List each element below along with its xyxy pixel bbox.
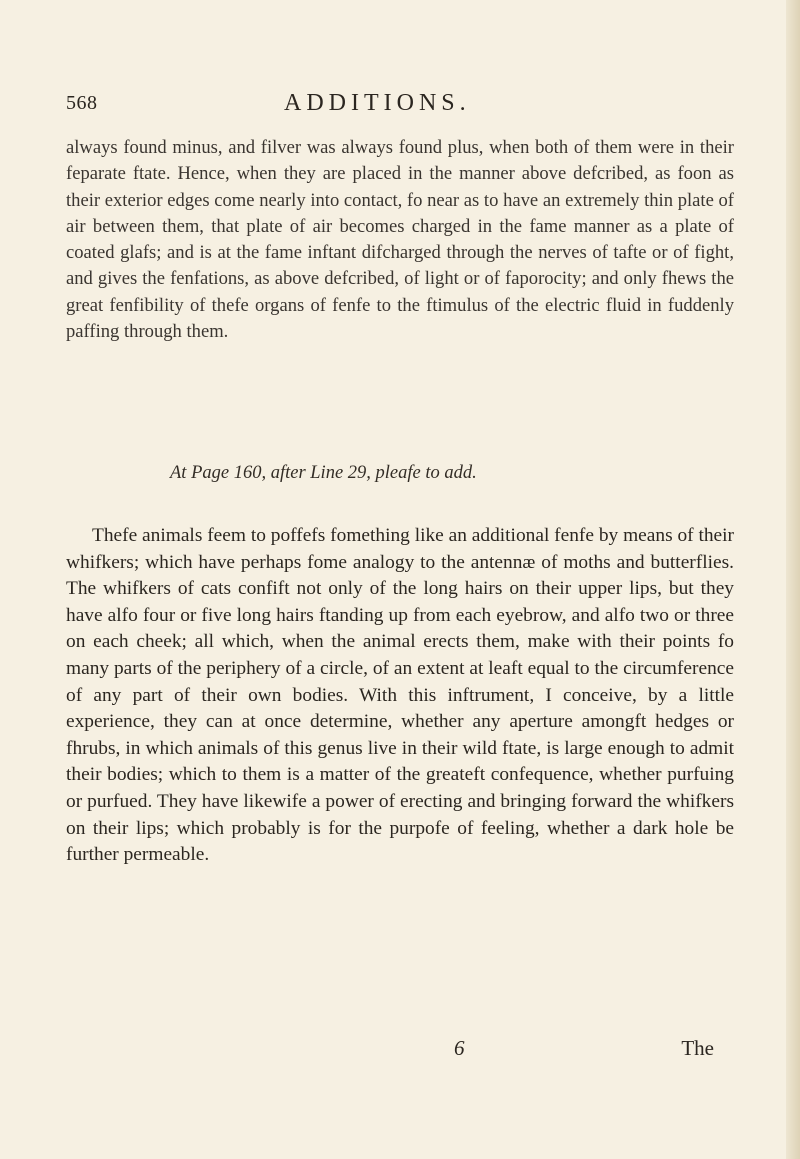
signature-mark: 6	[454, 1036, 465, 1060]
running-head: ADDITIONS.	[284, 90, 471, 116]
page-footer	[66, 1036, 734, 1066]
page-edge	[786, 0, 800, 1159]
addendum-heading: At Page 160, after Line 29, pleafe to add.	[170, 463, 477, 483]
paragraph-whiskers: Thefe animals feem to poffefs fomething like an additional fenfe by means of their whifkers; which have perhaps fome analogy to the antennæ of moths and butterflies. The whifkers of cats confift not only of the long hairs on their upper lips, but they have alfo four or five long hairs ftanding up from each eyebrow, and alfo two or three on each cheek; all which, when the animal erects them, make with their points fo many parts of the periphery of a circle, of an extent at leaft equal to the circumference of any part of their own bodies. With this inftrument, I conceive, by a little experience, they can at once determine, whether any aperture amongft hedges or fhrubs, in which animals of this genus live in their wild ftate, is large enough to admit their bodies; which to them is a matter of the greateft confequence, whether purfuing or purfued. They have likewife a power of erecting and bringing forward the whifkers on their lips; which probably is for the purpofe of feeling, whether a dark hole be further permeable.	[66, 525, 735, 866]
paragraph-continued: always found minus, and filver was always found plus, when both of them were in their feparate ftate. Hence, when they are placed in the manner above defcribed, as foon as their exterior edges come nearly into contact, fo near as to have an extremely thin plate of air between them, that plate of air becomes charged in the fame manner as a plate of coated glafs; and is at the fame inftant difcharged through the nerves of tafte or of fight, and gives the fenfations, as above defcribed, of light or of faporocity; and only fhews the great fenfibility of thefe organs of fenfe to the ftimulus of the electric fluid in fuddenly paffing through them.	[66, 137, 734, 343]
catchword: The	[681, 1036, 714, 1060]
page-number: 568	[66, 92, 98, 114]
page-header	[66, 92, 734, 122]
